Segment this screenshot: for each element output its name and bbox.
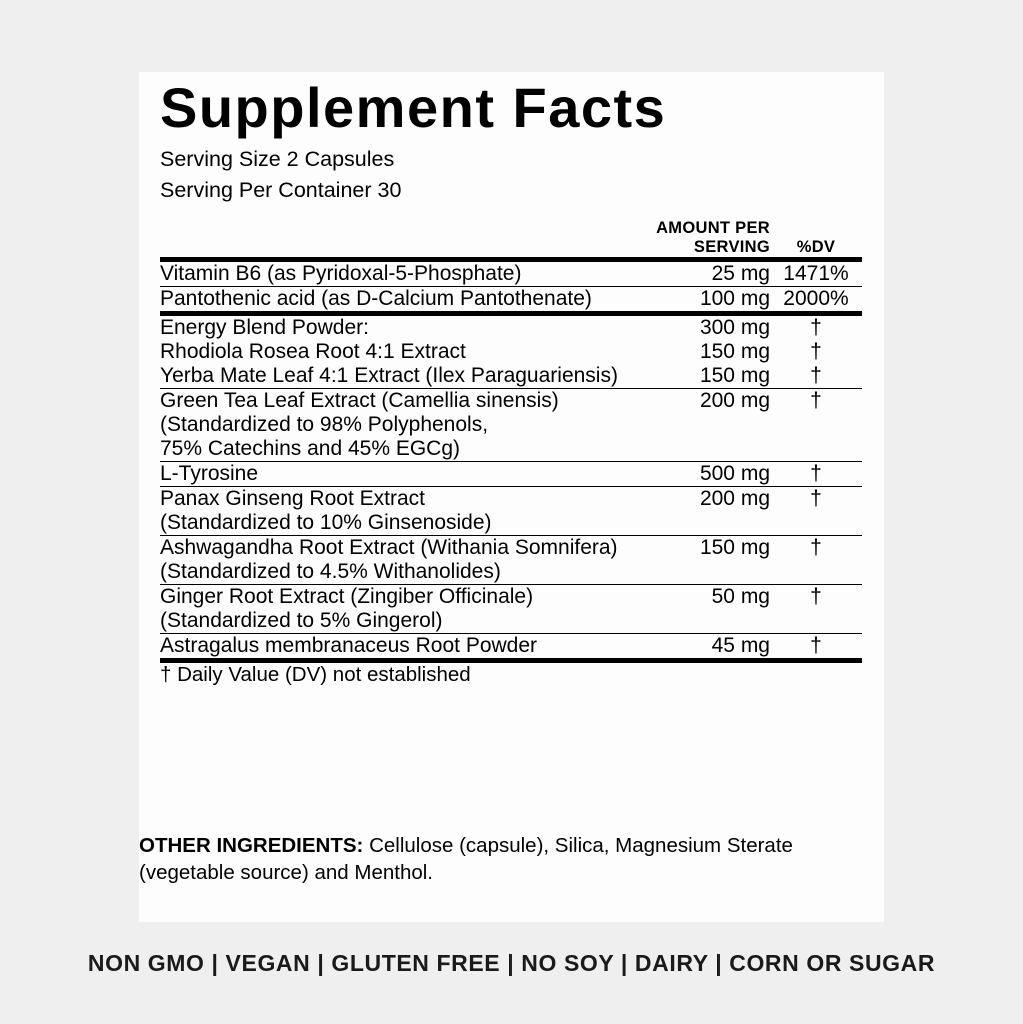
supplement-facts-table bbox=[160, 219, 862, 687]
daily-value-footnote: † Daily Value (DV) not established bbox=[160, 663, 471, 687]
table-row bbox=[160, 487, 862, 512]
page-title: Supplement Facts bbox=[160, 76, 667, 139]
ingredient-daily-value: † bbox=[770, 364, 862, 389]
ingredient-amount: 100 mg bbox=[652, 287, 770, 314]
ingredient-amount: 500 mg bbox=[652, 462, 770, 487]
ingredient-name: (Standardized to 98% Polyphenols, bbox=[160, 413, 489, 437]
table-row bbox=[160, 340, 862, 364]
ingredient-amount bbox=[652, 437, 770, 462]
ingredient-amount: 150 mg bbox=[699, 340, 770, 364]
table-row bbox=[160, 389, 862, 414]
table-row bbox=[160, 314, 862, 341]
table-row bbox=[160, 511, 862, 536]
ingredient-name: Panax Ginseng Root Extract bbox=[160, 487, 425, 511]
table-row bbox=[160, 364, 862, 389]
ingredient-name: Green Tea Leaf Extract (Camellia sinensis) bbox=[160, 389, 559, 413]
table-header-row bbox=[160, 219, 862, 260]
ingredient-daily-value: † bbox=[810, 340, 822, 364]
ingredient-daily-value: † bbox=[810, 487, 822, 511]
ingredient-daily-value: † bbox=[810, 316, 822, 340]
serving-size: Serving Size 2 Capsules bbox=[160, 147, 395, 171]
ingredient-daily-value bbox=[770, 609, 862, 634]
column-header-amount: AMOUNT PER SERVING bbox=[652, 219, 770, 260]
ingredient-daily-value bbox=[770, 413, 862, 437]
table-row bbox=[160, 536, 862, 561]
ingredient-name: 75% Catechins and 45% EGCg) bbox=[160, 437, 652, 462]
table-row bbox=[160, 585, 862, 610]
table-row bbox=[160, 609, 862, 634]
servings-per-container: Serving Per Container 30 bbox=[160, 177, 402, 202]
ingredient-daily-value: † bbox=[810, 389, 822, 413]
footnote-row bbox=[160, 661, 862, 688]
ingredient-name: Ashwagandha Root Extract (Withania Somnifera) bbox=[160, 536, 618, 560]
ingredient-daily-value bbox=[770, 437, 862, 462]
ingredient-daily-value: 2000% bbox=[770, 287, 862, 314]
ingredient-amount bbox=[652, 609, 770, 634]
ingredient-amount: 150 mg bbox=[699, 536, 770, 560]
ingredient-daily-value: † bbox=[810, 585, 822, 609]
ingredient-name: Yerba Mate Leaf 4:1 Extract (Ilex Paraguariensis) bbox=[160, 364, 652, 389]
ingredient-amount: 25 mg bbox=[652, 260, 770, 287]
table-row bbox=[160, 260, 862, 287]
ingredient-amount: 45 mg bbox=[652, 634, 770, 661]
column-header-dv: %DV bbox=[770, 219, 862, 260]
other-ingredients bbox=[139, 832, 869, 886]
ingredient-name: Energy Blend Powder: bbox=[160, 316, 369, 340]
ingredient-name: Astragalus membranaceus Root Powder bbox=[160, 634, 652, 661]
table-row bbox=[160, 560, 862, 585]
ingredient-amount: 300 mg bbox=[699, 316, 770, 340]
ingredient-name: Rhodiola Rosea Root 4:1 Extract bbox=[160, 340, 466, 364]
table-row bbox=[160, 287, 862, 314]
ingredient-amount: 200 mg bbox=[699, 389, 770, 413]
ingredient-name: Vitamin B6 (as Pyridoxal-5-Phosphate) bbox=[160, 260, 652, 287]
ingredient-name: (Standardized to 10% Ginsenoside) bbox=[160, 511, 652, 536]
ingredient-daily-value bbox=[770, 560, 862, 585]
ingredient-amount bbox=[652, 560, 770, 585]
ingredient-name: (Standardized to 4.5% Withanolides) bbox=[160, 560, 652, 585]
ingredient-daily-value: 1471% bbox=[770, 260, 862, 287]
other-ingredients-text: Cellulose (capsule), Silica, Magnesium Sterate (vegetable source) and Menthol. bbox=[139, 834, 793, 885]
ingredient-amount bbox=[652, 413, 770, 437]
ingredient-amount: 50 mg bbox=[711, 585, 770, 609]
ingredient-daily-value bbox=[770, 511, 862, 536]
ingredient-name: L-Tyrosine bbox=[160, 462, 652, 487]
ingredient-daily-value: † bbox=[770, 462, 862, 487]
supplement-facts-label bbox=[160, 76, 862, 687]
ingredient-amount: 200 mg bbox=[699, 487, 770, 511]
ingredient-daily-value: † bbox=[770, 634, 862, 661]
column-header-name bbox=[160, 219, 652, 260]
table-row bbox=[160, 462, 862, 487]
table-row bbox=[160, 634, 862, 661]
ingredient-name: Ginger Root Extract (Zingiber Officinale) bbox=[160, 585, 534, 609]
ingredient-amount: 150 mg bbox=[652, 364, 770, 389]
ingredient-amount bbox=[652, 511, 770, 536]
certification-banner: NON GMO | VEGAN | GLUTEN FREE | NO SOY | DAIRY | CORN OR SUGAR bbox=[87, 950, 936, 976]
ingredient-daily-value: † bbox=[810, 536, 822, 560]
table-row bbox=[160, 437, 862, 462]
other-ingredients-heading: OTHER INGREDIENTS: bbox=[139, 834, 364, 857]
ingredient-name: Pantothenic acid (as D-Calcium Pantothenate) bbox=[160, 287, 652, 314]
table-row bbox=[160, 413, 862, 437]
table-body bbox=[160, 260, 862, 661]
ingredient-name: (Standardized to 5% Gingerol) bbox=[160, 609, 652, 634]
